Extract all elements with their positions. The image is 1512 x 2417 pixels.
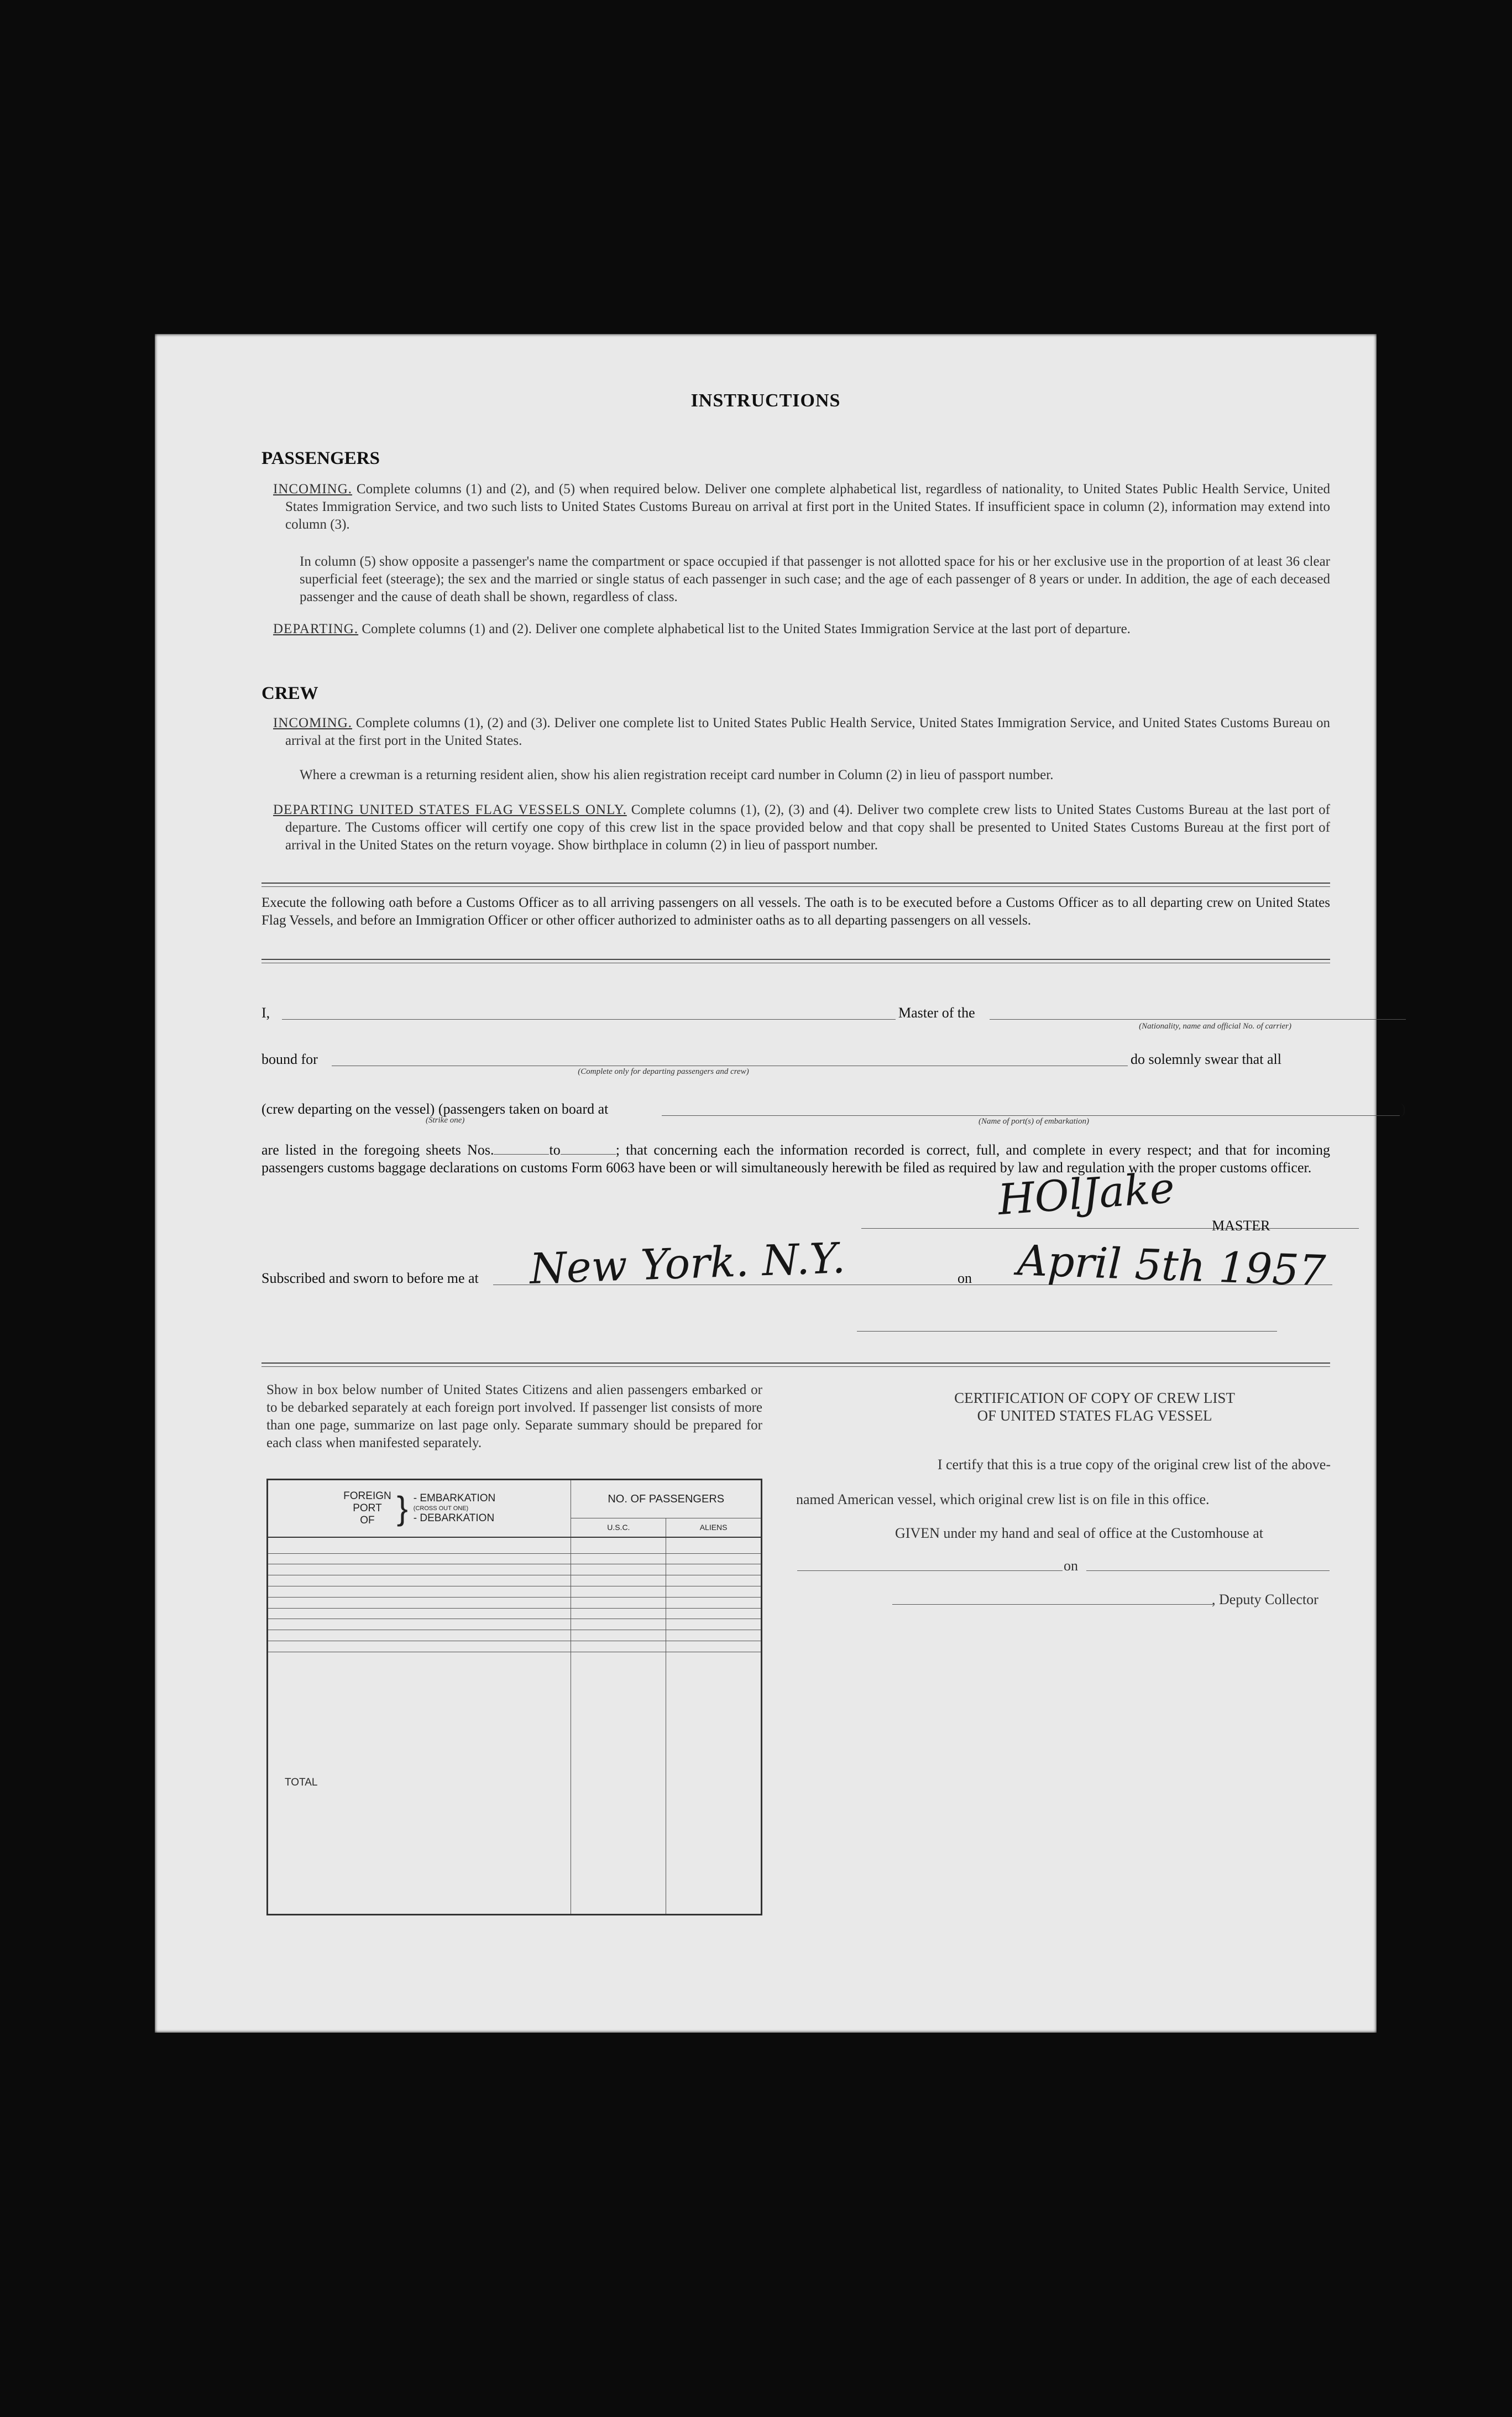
master-signature-line	[861, 1228, 1359, 1229]
summary-row	[268, 1608, 762, 1619]
summary-usc-cell[interactable]	[571, 1630, 666, 1641]
sheet-from-field	[494, 1154, 549, 1155]
deputy-signature-line	[892, 1604, 1213, 1605]
passengers-count-header: NO. OF PASSENGERS	[571, 1480, 762, 1518]
summary-port-cell[interactable]	[268, 1586, 571, 1598]
summary-row	[268, 1537, 762, 1554]
certification-title-line-1: CERTIFICATION OF COPY OF CREW LIST	[954, 1390, 1235, 1406]
divider	[261, 883, 1330, 884]
summary-row	[268, 1586, 762, 1598]
summary-usc-cell[interactable]	[571, 1641, 666, 1652]
sworn-date-handwritten: April 5th 1957	[1016, 1235, 1327, 1296]
summary-aliens-cell[interactable]	[666, 1553, 762, 1564]
summary-port-cell[interactable]	[268, 1553, 571, 1564]
document-page	[155, 334, 1406, 2033]
certification-title-line-2: OF UNITED STATES FLAG VESSEL	[977, 1407, 1212, 1424]
summary-usc-cell[interactable]	[571, 1537, 666, 1554]
summary-row	[268, 1575, 762, 1586]
subscribed-label: Subscribed and sworn to before me at	[261, 1270, 479, 1286]
summary-note: Show in box below number of United States Citizens and alien passengers embarked or to be debarked separately at each foreign port involved. If passenger list consists of more than one page, summarize on last page only. Separate summary should be prepared for each class when manifested separately.	[266, 1382, 762, 1450]
total-aliens-cell[interactable]	[666, 1652, 762, 1914]
master-label: MASTER	[1212, 1218, 1270, 1234]
swear-label: do solemnly swear that all	[1131, 1051, 1281, 1067]
embarkation-port-line	[662, 1115, 1400, 1116]
summary-aliens-cell[interactable]	[666, 1619, 762, 1630]
passengers-column5-paragraph: In column (5) show opposite a passenger's name the compartment or space occupied if that passenger is not allotted space for his or her exclusive use in the proportion of at least 36 clear superficial feet (steerage); the sex and the married or single status of each passenger in such case; and the age of each passenger of 8 years or under. In addition, the age of each deceased passenger and the cause of death shall be shown, regardless of class.	[300, 554, 1330, 604]
summary-row	[268, 1597, 762, 1608]
certification-title	[862, 1389, 1327, 1424]
divider	[261, 1366, 1330, 1367]
passengers-incoming-label: INCOMING.	[273, 482, 353, 497]
strike-one-caption: (Strike one)	[426, 1116, 465, 1125]
divider	[261, 959, 1330, 960]
crew-incoming-text: Complete columns (1), (2) and (3). Deliver one complete list to United States Public Health Service, United States Immigration Service, and United States Customs Bureau on arrival at the first port in the United States.	[285, 716, 1330, 748]
officer-signature-line	[857, 1331, 1277, 1332]
summary-body	[268, 1537, 762, 1915]
port-label: PORT	[353, 1502, 382, 1514]
vessel-caption: (Nationality, name and official No. of carrier)	[1139, 1022, 1291, 1031]
summary-row	[268, 1564, 762, 1575]
instructions-title: INSTRUCTIONS	[690, 390, 841, 411]
total-usc-cell[interactable]	[571, 1652, 666, 1914]
close-paren: )	[1401, 1101, 1406, 1117]
bound-for-caption: (Complete only for departing passengers and crew)	[578, 1067, 749, 1076]
summary-aliens-cell[interactable]	[666, 1537, 762, 1554]
summary-port-cell[interactable]	[268, 1619, 571, 1630]
summary-aliens-cell[interactable]	[666, 1641, 762, 1652]
summary-usc-cell[interactable]	[571, 1619, 666, 1630]
summary-port-cell[interactable]	[268, 1564, 571, 1575]
summary-usc-cell[interactable]	[571, 1586, 666, 1598]
summary-usc-cell[interactable]	[571, 1608, 666, 1619]
brace-icon: }	[396, 1489, 408, 1527]
passengers-incoming-text: Complete columns (1) and (2), and (5) when required below. Deliver one complete alphabetical list, regardless of nationality, to United States Public Health Service, United States Immigration Service, and two such lists to United States Customs Bureau on arrival at first port in the United States. If insufficient space in column (2), information may extend into column (3).	[285, 482, 1331, 532]
summary-aliens-cell[interactable]	[666, 1586, 762, 1598]
embarkation-port-caption: (Name of port(s) of embarkation)	[979, 1117, 1089, 1126]
certification-given: GIVEN under my hand and seal of office at the Customhouse at	[895, 1525, 1263, 1541]
certification-on-label: on	[1064, 1558, 1078, 1574]
listed-sheets-text: ; that concerning each the information recorded is correct, full, and complete in every respect; and that for incoming passengers customs baggage declarations on customs Form 6063 have been or will simultaneously herewith be filed as required by law and regulation with the proper customs officer.	[261, 1142, 1330, 1176]
passengers-departing-text: Complete columns (1) and (2). Deliver one complete alphabetical list to the United States Immigration Service at the last port of departure.	[362, 622, 1131, 636]
total-label: TOTAL	[268, 1652, 571, 1914]
divider	[261, 1363, 1330, 1364]
passengers-departing-label: DEPARTING.	[273, 622, 359, 636]
summary-usc-cell[interactable]	[571, 1597, 666, 1608]
summary-aliens-cell[interactable]	[666, 1630, 762, 1641]
summary-row	[268, 1630, 762, 1641]
certification-line-2: named American vessel, which original crew list is on file in this office.	[796, 1491, 1210, 1507]
summary-port-cell[interactable]	[268, 1597, 571, 1608]
summary-port-cell[interactable]	[268, 1641, 571, 1652]
vessel-line	[990, 1019, 1406, 1020]
master-name-line	[282, 1019, 896, 1020]
certification-date-line	[1086, 1570, 1330, 1571]
certification-line-1: I certify that this is a true copy of the original crew list of the above-	[937, 1457, 1331, 1473]
summary-row	[268, 1553, 762, 1564]
crew-passengers-label: (crew departing on the vessel) (passengers taken on board at	[261, 1101, 609, 1117]
aliens-header: ALIENS	[666, 1518, 762, 1537]
crew-departing-paragraph	[273, 801, 1330, 854]
passengers-incoming-paragraph	[273, 481, 1331, 534]
passenger-summary-table	[266, 1479, 762, 1915]
passengers-departing-paragraph	[273, 620, 1330, 638]
summary-port-cell[interactable]	[268, 1630, 571, 1641]
cross-out-label: (CROSS OUT ONE)	[413, 1505, 469, 1512]
crew-incoming-paragraph	[273, 714, 1330, 750]
listed-sheets-label: are listed in the foregoing sheets Nos.	[261, 1142, 494, 1158]
master-of-label: Master of the	[898, 1005, 975, 1021]
debarkation-label: - DEBARKATION	[413, 1512, 495, 1524]
summary-usc-cell[interactable]	[571, 1553, 666, 1564]
crew-incoming-label: INCOMING.	[273, 716, 353, 730]
summary-port-header	[268, 1480, 571, 1537]
crew-heading: CREW	[261, 683, 318, 703]
deputy-collector-label: , Deputy Collector	[1212, 1591, 1319, 1607]
crew-departing-text: Complete columns (1), (2), (3) and (4). Deliver two complete crew lists to United States Customs Bureau at the last port of departure. The Customs officer will certify one copy of this crew list in the space provided below and that copy shall be presented to United States Customs Bureau at the first port of arrival in the United States on the return voyage. Show birthplace in column (2) in lieu of passport number.	[285, 802, 1330, 853]
summary-aliens-cell[interactable]	[666, 1564, 762, 1575]
usc-header: U.S.C.	[571, 1518, 666, 1537]
embarkation-label: - EMBARKATION	[413, 1492, 496, 1504]
oath-instructions: Execute the following oath before a Customs Officer as to all arriving passengers on all vessels. The oath is to be executed before a Customs Officer as to all departing crew on United States Flag Vessels, and before an Immigration Officer or other officer authorized to administer oaths as to all departing passengers on all vessels.	[261, 895, 1330, 928]
sworn-place-handwritten: New York. N.Y.	[529, 1233, 846, 1293]
summary-port-cell[interactable]	[268, 1537, 571, 1554]
foreign-label: FOREIGN	[343, 1490, 391, 1502]
summary-row	[268, 1619, 762, 1630]
of-label: OF	[360, 1514, 375, 1526]
sheet-to-field	[561, 1154, 616, 1155]
summary-port-cell[interactable]	[268, 1608, 571, 1619]
sworn-on-label: on	[958, 1270, 972, 1286]
summary-row	[268, 1641, 762, 1652]
summary-port-cell[interactable]	[268, 1575, 571, 1586]
summary-aliens-cell[interactable]	[666, 1597, 762, 1608]
bound-for-label: bound for	[261, 1051, 318, 1067]
summary-usc-cell[interactable]	[571, 1575, 666, 1586]
summary-usc-cell[interactable]	[571, 1564, 666, 1575]
summary-aliens-cell[interactable]	[666, 1608, 762, 1619]
listed-to-label: to	[549, 1142, 561, 1158]
crew-resident-paragraph: Where a crewman is a returning resident alien, show his alien registration receipt card number in Column (2) in lieu of passport number.	[300, 768, 1054, 782]
crew-departing-label: DEPARTING UNITED STATES FLAG VESSELS ONLY.	[273, 802, 627, 817]
master-signature: HOlJake	[996, 1162, 1176, 1225]
summary-aliens-cell[interactable]	[666, 1575, 762, 1586]
customhouse-line	[797, 1570, 1063, 1571]
oath-i-label: I,	[261, 1005, 270, 1021]
summary-total-row	[268, 1652, 762, 1914]
passengers-heading: PASSENGERS	[261, 448, 380, 468]
divider	[261, 886, 1330, 887]
